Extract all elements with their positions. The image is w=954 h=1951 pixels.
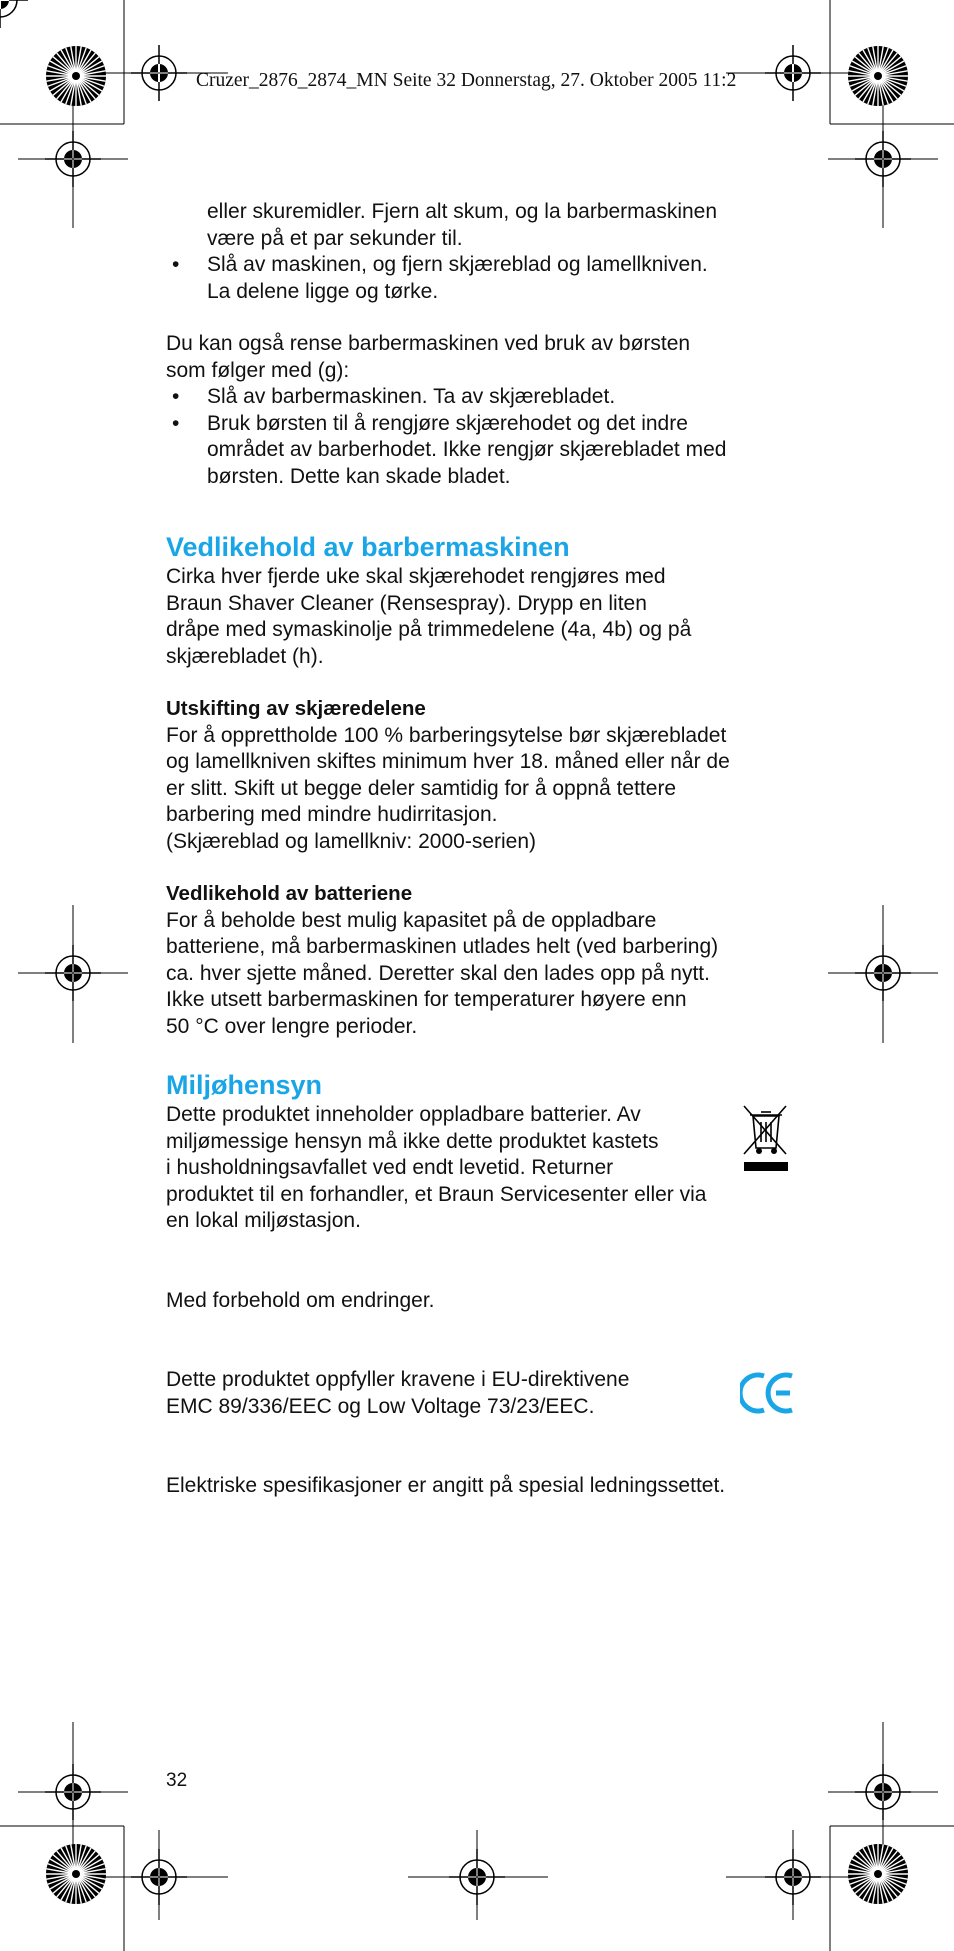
page-content xyxy=(166,199,796,1500)
environment-block xyxy=(166,1102,796,1235)
weee-crossed-bin-icon xyxy=(740,1102,792,1174)
color-wheel-icon xyxy=(848,46,908,106)
page-number: 32 xyxy=(166,1770,188,1791)
registration-mark-icon xyxy=(0,0,28,28)
subheading-battery: Vedlikehold av batteriene xyxy=(166,882,413,905)
ce-mark-icon xyxy=(740,1371,796,1415)
compliance-text: Dette produktet oppfyller kravene i EU-direktivene EMC 89/336/EEC og Low Voltage 73/23/EEC. xyxy=(166,1368,630,1418)
replacement-text: For å opprettholde 100 % barberingsytelse bør skjærebladet og lamellkniven skiftes minimum hver 18. måned eller når de er slitt. Skift ut begge deler samtidig for å oppnå tettere barbering med mindre hudirritasjon. (Skjæreblad og lamellkniv: 2000-serien) xyxy=(166,723,730,853)
list-item: • Bruk børsten til å rengjøre skjærehodet og det indre området av barberhodet. Ikke rengjør skjærebladet med børsten. Dette kan skade bladet. xyxy=(172,411,727,488)
environment-text: Dette produktet inneholder oppladbare batterier. Av miljømessige hensyn må ikke dette produktet kastets i husholdningsavfallet ved endt levetid. Returner produktet til en forhandler, et Braun Servicesenter eller via en lokal miljøstasjon. xyxy=(166,1103,707,1232)
color-wheel-icon xyxy=(46,46,106,106)
compliance-block xyxy=(166,1367,796,1420)
color-wheel-icon xyxy=(46,1844,106,1904)
subheading-replacement: Utskifting av skjæredelene xyxy=(166,697,426,720)
electrical-note: Elektriske spesifikasjoner er angitt på spesial ledningssettet. xyxy=(166,1474,726,1497)
reservation-note: Med forbehold om endringer. xyxy=(166,1288,435,1312)
list-item: • Slå av barbermaskinen. Ta av skjærebladet. xyxy=(172,385,616,408)
battery-text: For å beholde best mulig kapasitet på de oppladbare batteriene, må barbermaskinen utlades helt (ved barbering) ca. hver sjette måned. Deretter skal den lades opp på nytt. Ikke utsett barbermaskinen for temperaturer høyere enn 50 °C over lengre perioder. xyxy=(166,908,719,1038)
brush-intro: Du kan også rense barbermaskinen ved bruk av børsten som følger med (g): xyxy=(166,332,691,382)
section-heading-maintenance: Vedlikehold av barbermaskinen xyxy=(166,532,570,562)
color-wheel-icon xyxy=(848,1844,908,1904)
section-heading-environment: Miljøhensyn xyxy=(166,1070,323,1100)
list-item: • Slå av maskinen, og fjern skjæreblad og lamellkniven. La delene ligge og tørke. xyxy=(172,253,708,303)
intro-continuation: eller skuremidler. Fjern alt skum, og la barbermaskinen være på et par sekunder til. xyxy=(207,200,718,250)
print-slug: Cruzer_2876_2874_MN Seite 32 Donnerstag, 27. Oktober 2005 11:2 xyxy=(196,70,737,91)
maintenance-text: Cirka hver fjerde uke skal skjærehodet rengjøres med Braun Shaver Cleaner (Rensespray). Drypp en liten dråpe med symaskinolje på trimmedelene (4a, 4b) og på skjærebladet (h). xyxy=(166,565,692,668)
